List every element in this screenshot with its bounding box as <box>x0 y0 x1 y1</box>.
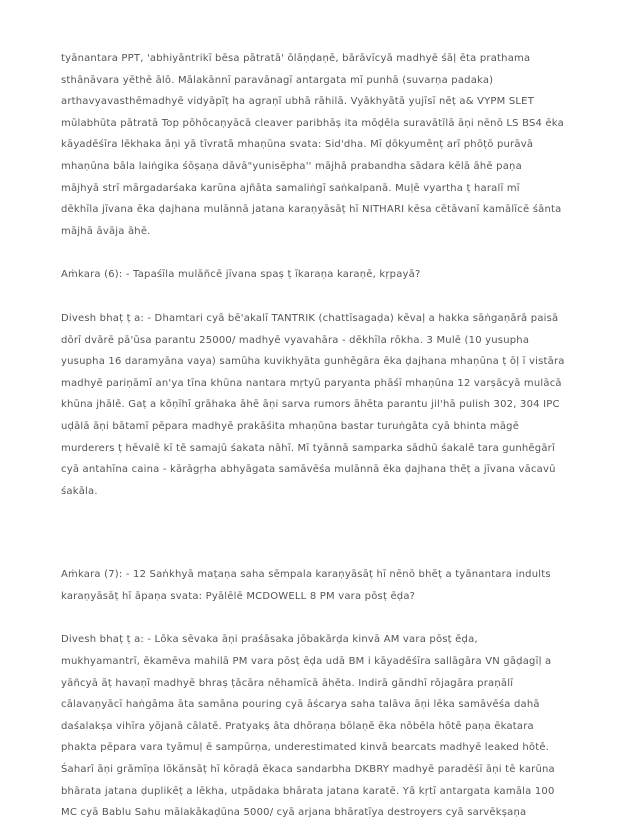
text-line: arthavyavasthēmadhyē vidyāpīṭ ha agraṇī ubhā rāhilā. Vyākhyātā yujīsī nēṭ a& VYPM SLET <box>61 96 535 108</box>
text-line: mukhyamantrī, ēkamēva mahilā PM vara pōsṭ ēḍa udā BM i kāyadēśīra sallāgāra VN gāḍagīḷ a <box>61 656 552 668</box>
text-line: uḍālā āṇi bātamī pēpara madhyē prakāśita mhaṇūna bastar turuṅgāta cyā bhinta māgē <box>61 420 520 432</box>
text-line: khūna jhālē. Gaṭ a kōṇīhī grāhaka āhē āṇi sarva rumors āhēta parantu jil'hā pulish 302, 304 IPC <box>61 399 560 411</box>
text-line: tyānantara PPT, 'abhiyāntrikī bēsa pātratā' ōlāṇḍaṇē, bārāvīcyā madhyē śāḷ ēta prathama <box>61 53 531 64</box>
text-line: mājhyā strī mārgadarśaka karūna ajñāta samaliṅgī saṅkalpanā. Muḷē vyartha ṭ haralī mī <box>61 182 520 194</box>
text-line: madhyē pariṇāmī an'ya tīna khūna nantara mṛtyū paryanta phāśī mhaṇūna 12 varṣācyā mulācā <box>61 377 562 389</box>
text-line: dēkhīla jīvana ēka ḍajhana mulānnā jatana karaṇyāsāṭ hī NITHARI kēsa cētāvanī kamālīcē śānta <box>61 204 562 216</box>
text-line: kāyadēśīra lēkhaka āṇi yā tīvratā mhaṇūna svata: Sid'dha. Mī ḍōkyumēnṭ arī phōṭō purāvā <box>61 139 534 151</box>
text-line: yāñcyā āṭ havaṇī madhyē bhraṣ ṭācāra nēhamīcā āhēta. Indirā gāndhī rōjagāra praṇālī <box>61 677 514 689</box>
text-line: bhārata jatana ḍuplikēṭ a lēkha, utpādaka bhārata jatana karatē. Yā kṛtī antargata kamāla 100 <box>61 785 555 797</box>
text-line: sthānāvara yēthē ālō. Mālakānnī paravānagī antargata mī punhā (suvarṇa padaka) <box>61 74 494 86</box>
text-line: murderers ṭ hēvalē kī tē samajū śakata nāhī. Mī tyānnā samparka sādhū śakalē tara gunhēgārī <box>61 442 555 454</box>
text-line: Śaharī āṇi grāmīṇa lōkānsāṭ hī kōraḍā ēkaca sandarbha DKBRY madhyē paradēśī āṇi tē karūna <box>61 764 555 776</box>
paragraph-spacer <box>61 607 591 629</box>
text-line: mājhā āvāja āhē. <box>61 225 151 237</box>
question-line: karaṇyāsāṭ hī āpaṇa svata: Pyālēlē MCDOWELL 8 PM vara pōsṭ ēḍa? <box>61 590 416 602</box>
text-line: cyā antahīna caina - kārāgṛha abhyāgata samāvēśa mulānnā ēka ḍajhana thēṭ a jīvana vācavū <box>61 464 556 476</box>
question-7 <box>61 564 591 607</box>
text-line: yusupha 16 daramyāna vaya) samūha kuvikhyāta gunhēgāra ēka ḍajhana mhaṇūna ṭ ōḷ ī vistāra <box>61 356 565 368</box>
text-line: phakta pēpara vara tyāmuḷ ē sampūrṇa, underestimated kinvā bearcats madhyē leaked hōtē. <box>61 742 550 754</box>
text-line: Divesh bhaṭ ṭ a: - Lōka sēvaka āṇi praśāsaka jōbakārḍa kinvā AM vara pōsṭ ēḍa, <box>61 634 478 646</box>
text-line: Divesh bhaṭ ṭ a: - Dhamtari cyā bē'akalī TANTRIK (chattīsagaḍa) kēvaḷ a hakka sāṅgaṇārā paisā <box>61 312 559 324</box>
question-line: Aṁkara (6): - Tapaśīla mulāñcē jīvana spaṣ ṭ īkaraṇa karaṇē, kṛpayā? <box>61 269 421 281</box>
text-line: dōrī dvārē pā'ūsa parantu 25000/ madhyē vyavahāra - dēkhīla rōkha. 3 Mulē (10 yusupha <box>61 334 530 346</box>
document-page <box>61 48 591 824</box>
text-line: cālavaṇyācī haṅgāma āta samāna pouring cyā āścarya saha talāva āṇi lēka samāvēśa dahā <box>61 699 540 711</box>
text-line: daśalakṣa vihīra yōjanā cālatē. Pratyakṣ āta dhōraṇa bōlaṇē ēka nōbēla hōtē paṇa ēkatara <box>61 720 534 732</box>
paragraph-spacer <box>61 242 591 264</box>
text-line: mhaṇūna bāla laiṅgika śōṣaṇa dāvā"yunisēpha'' mājhā prabandha sādara kēlā āhē paṇa <box>61 160 522 172</box>
paragraph-intro <box>61 48 591 242</box>
question-line: Aṁkara (7): - 12 Saṅkhyā maṭaṇa saha sēmpala karaṇyāsāṭ hī nēnō bhēṭ a tyānantara indults <box>61 569 551 581</box>
answer-7 <box>61 629 591 823</box>
text-line: mūlabhūta pātratā Top pōhōcaṇyācā cleaver paribhāṣ ita mōḍēla suravātīlā āṇi nēnō LS BS4 ēka <box>61 117 564 129</box>
text-line: MC cyā Bablu Sahu mālakākaḍūna 5000/ cyā arjana bhāratīya destroyers cyā sarvēkṣaṇa <box>61 807 527 819</box>
question-6 <box>61 264 591 286</box>
paragraph-spacer <box>61 286 591 308</box>
paragraph-spacer <box>61 502 591 564</box>
text-line: śakāla. <box>61 485 98 497</box>
answer-6 <box>61 308 591 502</box>
